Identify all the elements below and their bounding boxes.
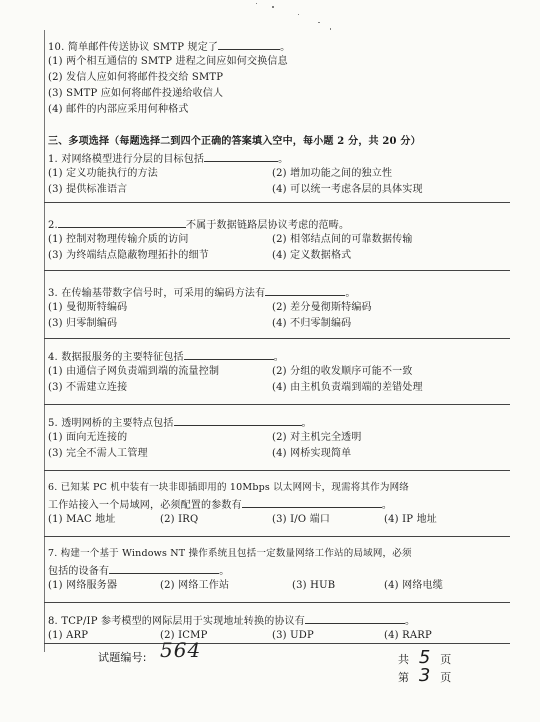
answer-blank[interactable] <box>305 614 405 624</box>
q10-stem <box>48 40 290 54</box>
mc-q5-option-2: (2) 对主机完全透明 <box>272 432 362 443</box>
mc-q8-option-2: (2) ICMP <box>160 630 208 641</box>
mc-q3-option-2: (2) 差分曼彻斯特编码 <box>272 302 372 313</box>
mc-q5-option-3: (3) 完全不需人工管理 <box>48 448 148 459</box>
mc-q7-stem-text: 包括的设备有 <box>48 566 110 577</box>
mc-q1-option-2: (2) 增加功能之间的独立性 <box>272 168 393 179</box>
q10-option-3: (3) SMTP 应如何将邮件投递给收信人 <box>48 88 224 99</box>
scan-speck <box>256 3 257 4</box>
mc-q7-tail: 。 <box>219 566 230 577</box>
mc-q3-stem <box>48 286 356 300</box>
page-number <box>398 665 452 686</box>
mc-q4-option-1: (1) 由通信子网负责端到端的流量控制 <box>48 366 220 377</box>
mc-q8-tail: 。 <box>405 616 416 627</box>
q10-option-2: (2) 发信人应如何将邮件投交给 SMTP <box>48 72 224 83</box>
answer-blank[interactable] <box>58 218 186 228</box>
mc-q3-option-1: (1) 曼彻斯特编码 <box>48 302 128 313</box>
mc-q6-option-4: (4) IP 地址 <box>384 514 438 525</box>
question-divider <box>44 602 510 603</box>
mc-q7-option-2: (2) 网络工作站 <box>160 580 230 591</box>
mc-q1-option-3: (3) 提供标准语言 <box>48 184 128 195</box>
mc-q8-option-3: (3) UDP <box>272 630 314 641</box>
mc-q3-option-3: (3) 归零制编码 <box>48 318 118 329</box>
answer-blank[interactable] <box>184 350 274 360</box>
exam-code-value: 564 <box>160 638 202 662</box>
q10-option-1: (1) 两个相互通信的 SMTP 进程之间应如何交换信息 <box>48 56 288 67</box>
question-divider <box>44 202 510 203</box>
total-suffix: 页 <box>440 653 452 666</box>
mc-q6-option-1: (1) MAC 地址 <box>48 514 116 525</box>
question-divider <box>44 536 510 537</box>
answer-blank[interactable] <box>242 498 382 508</box>
mc-q7-stem-line-2 <box>48 564 229 578</box>
page-prefix: 第 <box>398 671 410 684</box>
left-margin-rule <box>44 30 45 652</box>
mc-q5-tail: 。 <box>301 418 312 429</box>
mc-q3-tail: 。 <box>345 288 356 299</box>
mc-q6-option-2: (2) IRQ <box>160 514 199 525</box>
mc-q4-stem <box>48 350 284 364</box>
answer-blank[interactable] <box>174 416 302 426</box>
mc-q6-stem-text: 工作站接入一个局域网，必须配置的参数有 <box>48 500 242 511</box>
question-divider <box>44 470 510 471</box>
mc-q4-stem-text: 4. 数据报服务的主要特征包括 <box>48 352 184 363</box>
answer-blank[interactable] <box>204 152 278 162</box>
mc-q8-option-1: (1) ARP <box>48 630 89 641</box>
mc-q4-tail: 。 <box>273 352 284 363</box>
answer-blank[interactable] <box>265 286 345 296</box>
q10-option-4: (4) 邮件的内部应采用何种格式 <box>48 104 189 115</box>
q10-stem-tail: 。 <box>280 42 291 53</box>
page-suffix: 页 <box>440 671 452 684</box>
question-divider <box>44 643 510 644</box>
mc-q2-option-3: (3) 为终端结点隐蔽物理拓扑的细节 <box>48 250 209 261</box>
mc-q4-option-3: (3) 不需建立连接 <box>48 382 128 393</box>
scan-speck <box>318 22 320 23</box>
exam-code-label: 试题编号: <box>98 651 147 664</box>
answer-blank[interactable] <box>218 40 280 50</box>
mc-q4-option-2: (2) 分组的收发顺序可能不一致 <box>272 366 413 377</box>
scan-speck <box>330 28 331 30</box>
total-pages <box>398 647 452 668</box>
mc-q3-stem-text: 3. 在传输基带数字信号时，可采用的编码方法有 <box>48 288 266 299</box>
mc-q8-stem <box>48 614 415 628</box>
section-3-heading: 三、多项选择（每题选择二到四个正确的答案填入空中，每小题 2 分，共 20 分） <box>48 136 421 147</box>
mc-q2-option-2: (2) 相邻结点间的可靠数据传输 <box>272 234 413 245</box>
mc-q5-stem-text: 5. 透明网桥的主要特点包括 <box>48 418 174 429</box>
page-number-value: 3 <box>418 665 431 686</box>
mc-q1-tail: 。 <box>278 154 289 165</box>
mc-q1-stem <box>48 152 288 166</box>
mc-q4-option-4: (4) 由主机负责端到端的差错处理 <box>272 382 423 393</box>
mc-q7-option-3: (3) HUB <box>292 580 336 591</box>
mc-q2-number: 2. <box>48 220 58 231</box>
answer-blank[interactable] <box>109 564 219 574</box>
q10-stem-text: 10. 简单邮件传送协议 SMTP 规定了 <box>48 42 219 53</box>
total-pages-value: 5 <box>418 647 431 668</box>
mc-q2-stem <box>48 218 349 232</box>
mc-q7-stem-line-1: 7. 构建一个基于 Windows NT 操作系统且包括一定数量网络工作站的局域网，必须 <box>48 548 412 559</box>
question-divider <box>44 404 510 405</box>
mc-q5-option-4: (4) 网桥实现简单 <box>272 448 352 459</box>
mc-q8-option-4: (4) RARP <box>384 630 432 641</box>
mc-q1-option-1: (1) 定义功能执行的方法 <box>48 168 158 179</box>
mc-q2-option-4: (4) 定义数据格式 <box>272 250 352 261</box>
scan-speck <box>272 6 274 8</box>
mc-q7-option-4: (4) 网络电缆 <box>384 580 443 591</box>
question-divider <box>44 270 510 271</box>
mc-q8-stem-text: 8. TCP/IP 参考模型的网际层用于实现地址转换的协议有 <box>48 616 305 627</box>
mc-q5-option-1: (1) 面向无连接的 <box>48 432 128 443</box>
mc-q1-stem-text: 1. 对网络模型进行分层的目标包括 <box>48 154 205 165</box>
mc-q2-option-1: (1) 控制对物理传输介质的访问 <box>48 234 189 245</box>
mc-q7-option-1: (1) 网络服务器 <box>48 580 118 591</box>
mc-q5-stem <box>48 416 312 430</box>
mc-q6-stem-line-2 <box>48 498 392 512</box>
mc-q6-stem-line-1: 6. 已知某 PC 机中装有一块非即插即用的 10Mbps 以太网网卡，现需将其作为网络 <box>48 482 409 493</box>
mc-q6-option-3: (3) I/O 端口 <box>272 514 331 525</box>
mc-q1-option-4: (4) 可以统一考虑各层的具体实现 <box>272 184 423 195</box>
scan-speck <box>298 14 299 15</box>
mc-q2-stem-text: 不属于数据链路层协议考虑的范畴。 <box>185 220 350 231</box>
mc-q6-tail: 。 <box>381 500 393 511</box>
mc-q3-option-4: (4) 不归零制编码 <box>272 318 352 329</box>
total-prefix: 共 <box>398 653 410 666</box>
question-divider <box>44 338 510 339</box>
